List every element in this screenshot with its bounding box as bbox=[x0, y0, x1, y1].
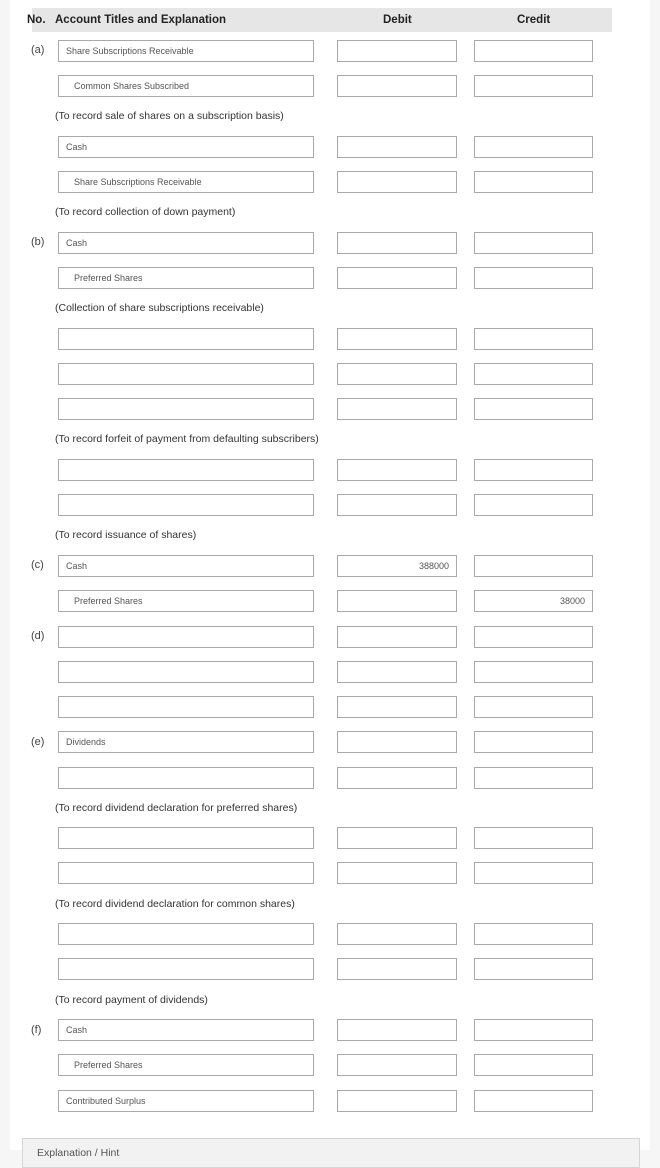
credit-input[interactable] bbox=[474, 267, 593, 289]
account-title-input[interactable] bbox=[58, 958, 314, 980]
debit-input[interactable] bbox=[337, 827, 457, 849]
account-title-input[interactable]: Contributed Surplus bbox=[58, 1090, 314, 1112]
account-title-input[interactable] bbox=[58, 398, 314, 420]
credit-input[interactable] bbox=[474, 696, 593, 718]
entry-label-f: (f) bbox=[31, 1024, 42, 1036]
credit-input[interactable] bbox=[474, 363, 593, 385]
explanation-link[interactable]: Explanation / Hint bbox=[37, 1147, 120, 1159]
credit-input[interactable] bbox=[474, 958, 593, 980]
debit-input[interactable] bbox=[337, 661, 457, 683]
debit-input[interactable] bbox=[337, 267, 457, 289]
credit-input[interactable] bbox=[474, 626, 593, 648]
account-title-input[interactable] bbox=[58, 827, 314, 849]
debit-input[interactable] bbox=[337, 459, 457, 481]
debit-input[interactable] bbox=[337, 398, 457, 420]
credit-input[interactable] bbox=[474, 923, 593, 945]
credit-input[interactable] bbox=[474, 767, 593, 789]
debit-input[interactable] bbox=[337, 363, 457, 385]
debit-input[interactable] bbox=[337, 731, 457, 753]
account-title-input[interactable]: Preferred Shares bbox=[58, 1054, 314, 1076]
account-title-input[interactable]: Cash bbox=[58, 136, 314, 158]
debit-input[interactable] bbox=[337, 923, 457, 945]
account-title-input[interactable] bbox=[58, 328, 314, 350]
debit-input[interactable] bbox=[337, 590, 457, 612]
debit-input[interactable] bbox=[337, 1054, 457, 1076]
account-title-input[interactable]: Share Subscriptions Receivable bbox=[58, 171, 314, 193]
account-title-input[interactable] bbox=[58, 494, 314, 516]
credit-input[interactable] bbox=[474, 1019, 593, 1041]
credit-input[interactable] bbox=[474, 171, 593, 193]
entry-label-d: (d) bbox=[31, 630, 45, 642]
debit-input[interactable] bbox=[337, 1090, 457, 1112]
credit-input[interactable] bbox=[474, 862, 593, 884]
account-title-input[interactable]: Dividends bbox=[58, 731, 314, 753]
account-title-input[interactable]: Cash bbox=[58, 555, 314, 577]
entry-label-a: (a) bbox=[31, 44, 45, 56]
credit-input[interactable] bbox=[474, 827, 593, 849]
account-title-input[interactable] bbox=[58, 626, 314, 648]
debit-input[interactable] bbox=[337, 696, 457, 718]
account-title-input[interactable] bbox=[58, 459, 314, 481]
debit-input[interactable] bbox=[337, 494, 457, 516]
debit-input[interactable]: 388000 bbox=[337, 555, 457, 577]
credit-input[interactable] bbox=[474, 328, 593, 350]
entry-label-c: (c) bbox=[31, 559, 44, 571]
account-title-input[interactable] bbox=[58, 363, 314, 385]
entry-label-b: (b) bbox=[31, 236, 45, 248]
debit-input[interactable] bbox=[337, 232, 457, 254]
debit-input[interactable] bbox=[337, 958, 457, 980]
credit-input[interactable]: 38000 bbox=[474, 590, 593, 612]
header-account-titles: Account Titles and Explanation bbox=[55, 14, 227, 26]
debit-input[interactable] bbox=[337, 75, 457, 97]
entry-note: (Collection of share subscriptions receivable) bbox=[55, 302, 264, 314]
entry-note: (To record collection of down payment) bbox=[55, 206, 236, 218]
credit-input[interactable] bbox=[474, 459, 593, 481]
entry-note: (To record issuance of shares) bbox=[55, 529, 197, 541]
header-no: No. bbox=[27, 14, 46, 26]
debit-input[interactable] bbox=[337, 767, 457, 789]
credit-input[interactable] bbox=[474, 494, 593, 516]
credit-input[interactable] bbox=[474, 232, 593, 254]
credit-input[interactable] bbox=[474, 40, 593, 62]
entry-note: (To record forfeit of payment from defaulting subscribers) bbox=[55, 433, 319, 445]
credit-input[interactable] bbox=[474, 661, 593, 683]
entry-label-e: (e) bbox=[31, 736, 45, 748]
account-title-input[interactable]: Preferred Shares bbox=[58, 590, 314, 612]
header-credit: Credit bbox=[517, 14, 551, 26]
debit-input[interactable] bbox=[337, 862, 457, 884]
debit-input[interactable] bbox=[337, 626, 457, 648]
debit-input[interactable] bbox=[337, 1019, 457, 1041]
explanation-panel[interactable] bbox=[22, 1138, 640, 1168]
entry-note: (To record dividend declaration for common shares) bbox=[55, 898, 295, 910]
credit-input[interactable] bbox=[474, 398, 593, 420]
debit-input[interactable] bbox=[337, 40, 457, 62]
debit-input[interactable] bbox=[337, 171, 457, 193]
header-debit: Debit bbox=[383, 14, 412, 26]
account-title-input[interactable] bbox=[58, 862, 314, 884]
account-title-input[interactable] bbox=[58, 923, 314, 945]
credit-input[interactable] bbox=[474, 555, 593, 577]
debit-input[interactable] bbox=[337, 136, 457, 158]
credit-input[interactable] bbox=[474, 1054, 593, 1076]
entry-note: (To record sale of shares on a subscription basis) bbox=[55, 110, 284, 122]
account-title-input[interactable]: Share Subscriptions Receivable bbox=[58, 40, 314, 62]
account-title-input[interactable]: Preferred Shares bbox=[58, 267, 314, 289]
credit-input[interactable] bbox=[474, 731, 593, 753]
credit-input[interactable] bbox=[474, 1090, 593, 1112]
account-title-input[interactable]: Common Shares Subscribed bbox=[58, 75, 314, 97]
credit-input[interactable] bbox=[474, 75, 593, 97]
account-title-input[interactable]: Cash bbox=[58, 232, 314, 254]
account-title-input[interactable] bbox=[58, 696, 314, 718]
debit-input[interactable] bbox=[337, 328, 457, 350]
entry-note: (To record payment of dividends) bbox=[55, 994, 208, 1006]
credit-input[interactable] bbox=[474, 136, 593, 158]
account-title-input[interactable] bbox=[58, 661, 314, 683]
account-title-input[interactable]: Cash bbox=[58, 1019, 314, 1041]
entry-note: (To record dividend declaration for preferred shares) bbox=[55, 802, 298, 814]
account-title-input[interactable] bbox=[58, 767, 314, 789]
